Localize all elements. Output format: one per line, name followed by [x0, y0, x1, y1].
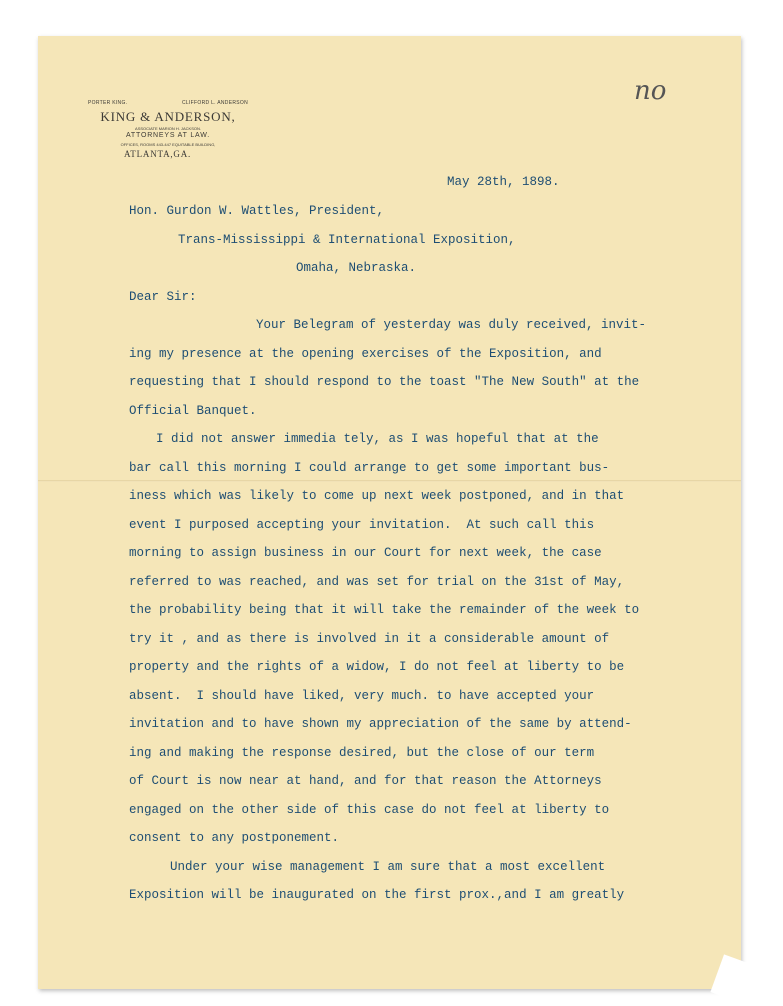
letterhead-partners — [88, 100, 248, 106]
body-line: ing and making the response desired, but the close of our term — [129, 746, 595, 760]
letterhead — [88, 100, 248, 159]
body-line: ing my presence at the opening exercises of the Exposition, and — [129, 347, 602, 361]
body-line: consent to any postponement. — [129, 831, 340, 845]
salutation: Dear Sir: — [129, 290, 197, 304]
body-line: referred to was reached, and was set for trial on the 31st of May, — [129, 575, 625, 589]
associate-line: ASSOCIATE MARION H. JACKSON. — [135, 126, 201, 131]
firm-title: ATTORNEYS AT LAW. — [125, 132, 210, 139]
pencil-annotation: no — [634, 76, 667, 106]
partner-right: CLIFFORD L. ANDERSON — [181, 100, 248, 106]
firm-name: KING & ANDERSON, — [100, 109, 236, 124]
paper-fold-crease — [38, 480, 741, 482]
body-line: absent. I should have liked, very much. to have accepted your — [129, 689, 595, 703]
offices-line: OFFICES, ROOMS 443-447 EQUITABLE BUILDING, — [120, 142, 216, 147]
body-line: try it , and as there is involved in it a considerable amount of — [129, 632, 610, 646]
body-line: the probability being that it will take the remainder of the week to — [129, 603, 640, 617]
letter-date: May 28th, 1898. — [447, 175, 560, 189]
body-line: bar call this morning I could arrange to get some important bus- — [129, 461, 610, 475]
body-line: event I purposed accepting your invitation. At such call this — [129, 518, 595, 532]
body-line: Your Belegram of yesterday was duly received, invit- — [256, 318, 647, 332]
body-line: engaged on the other side of this case do not feel at liberty to — [129, 803, 610, 817]
firm-city: ATLANTA,GA. — [124, 149, 192, 159]
body-line: Under your wise management I am sure that a most excellent — [170, 860, 606, 874]
body-line: iness which was likely to come up next week postponed, and in that — [129, 489, 625, 503]
body-line: invitation and to have shown my appreciation of the same by attend- — [129, 717, 632, 731]
body-line: property and the rights of a widow, I do not feel at liberty to be — [129, 660, 625, 674]
partner-left: PORTER KING. — [88, 100, 128, 106]
address-line: Hon. Gurdon W. Wattles, President, — [129, 204, 385, 218]
body-line: of Court is now near at hand, and for that reason the Attorneys — [129, 774, 602, 788]
letter-paper — [38, 36, 741, 989]
body-line: requesting that I should respond to the toast "The New South" at the — [129, 375, 640, 389]
body-line: Official Banquet. — [129, 404, 257, 418]
body-line: morning to assign business in our Court for next week, the case — [129, 546, 602, 560]
address-line: Trans-Mississippi & International Exposition, — [178, 233, 516, 247]
address-line: Omaha, Nebraska. — [296, 261, 417, 275]
body-line: I did not answer immedia tely, as I was hopeful that at the — [156, 432, 599, 446]
body-line: Exposition will be inaugurated on the first prox.,and I am greatly — [129, 888, 625, 902]
